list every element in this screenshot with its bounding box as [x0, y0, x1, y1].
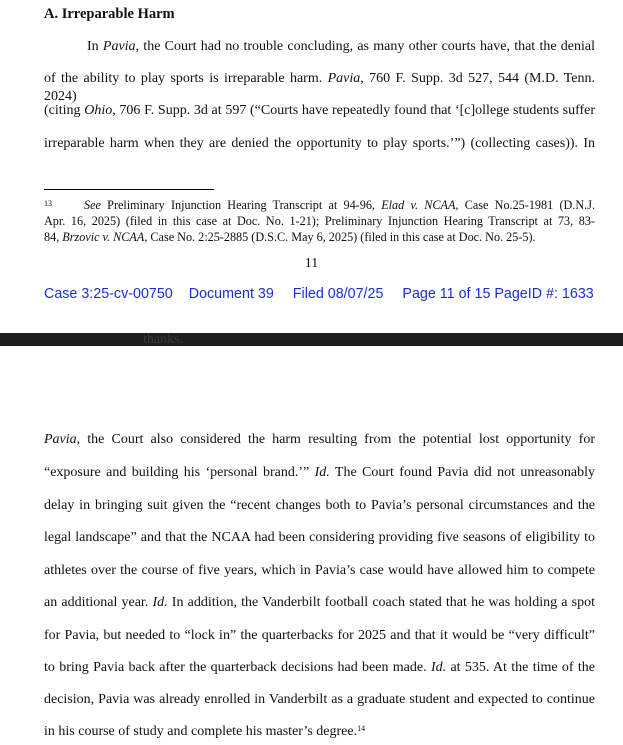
text-line: of the ability to play sports is irreparable harm. Pavia, 760 F. Supp. 3d 527, 544 (M.D. Tenn. 2024) — [44, 71, 595, 104]
footnote-reference: 14 — [357, 724, 366, 733]
text-line: in his course of study and complete his master’s degree.$^{14}$ — [44, 724, 366, 739]
text-line: In Pavia, the Court had no trouble concluding, as many other courts have, that the denial — [87, 39, 595, 54]
footnote-line: 84, Brzovic v. NCAA, Case No. 2:25-2885 (D.S.C. May 6, 2025) (filed in this case at Doc. No. 25-5). — [44, 230, 536, 244]
text-line: “exposure and building his ‘personal brand.’” Id. The Court found Pavia did not unreasonably — [44, 465, 595, 480]
section-heading: A. Irreparable Harm — [44, 6, 175, 22]
text-line: to bring Pavia back after the quarterback decisions had been made. Id. at 535. At the time of the — [44, 660, 595, 675]
footnote-line: $^{13}$ See Preliminary Injunction Hearing Transcript at 94-96, Elad v. NCAA, Case No.25-1981 (D.N.J. — [44, 198, 595, 212]
text-line: an additional year. Id. In addition, the Vanderbilt football coach stated that he was holding a spot — [44, 595, 595, 610]
case-number: Case 3:25-cv-00750 — [44, 286, 173, 302]
footnote-line: Apr. 16, 2025) (filed in this case at Doc. No. 1-21); Preliminary Injunction Hearing Transcript at 73, 83- — [44, 214, 595, 228]
case-header — [44, 286, 604, 302]
text-line: irreparable harm when they are denied the opportunity to play sports.’”) (collecting cases)). In — [44, 136, 595, 151]
filed-date: Filed 08/07/25 — [292, 286, 384, 302]
page-number: 11 — [304, 256, 319, 271]
footnote-number: 13 — [44, 199, 52, 208]
text-line: delay in bringing suit given the “recent changes both to Pavia’s personal circumstances and the — [44, 498, 595, 513]
text-line: athletes over the course of five years, which in Pavia’s case would have allowed him to compete — [44, 563, 595, 578]
text-line: decision, Pavia was already enrolled in Vanderbilt as a graduate student and expected to continue — [44, 692, 595, 707]
text-line: legal landscape” and that the NCAA had been considering providing five seasons of eligibility to — [44, 530, 595, 545]
footnote-rule — [44, 189, 214, 190]
text-line: for Pavia, but needed to “lock in” the quarterbacks for 2025 and that it would be “very difficult” — [44, 628, 595, 643]
page-info: Page 11 of 15 PageID #: 1633 — [402, 286, 594, 302]
text-line: Pavia, the Court also considered the harm resulting from the potential lost opportunity for — [44, 432, 595, 447]
text-line: (citing Ohio, 706 F. Supp. 3d at 597 (“Courts have repeatedly found that ‘[c]ollege students suffer — [44, 103, 596, 118]
page-separator-bar — [0, 333, 623, 346]
document-number: Document 39 — [188, 286, 274, 302]
bleed-through-text: thanks. — [143, 332, 184, 347]
